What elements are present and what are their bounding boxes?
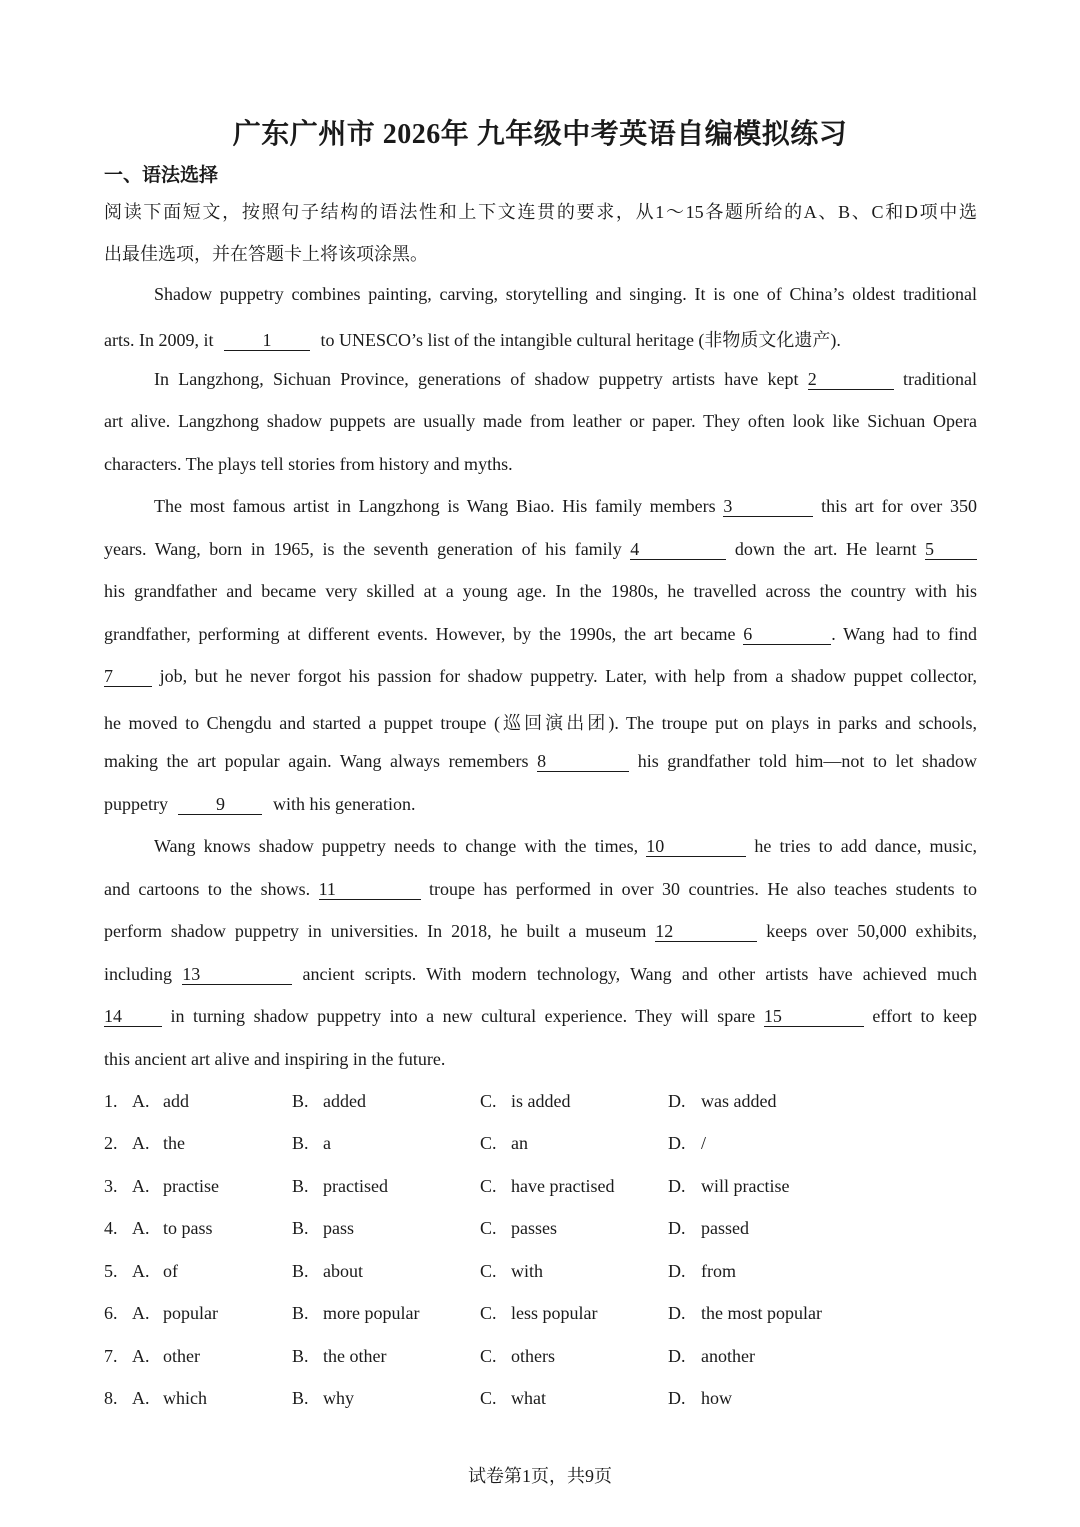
option-letter: A. — [132, 1176, 150, 1196]
passage-line: including 13 ancient scripts. With modern technology, Wang and other artists have achieved much — [104, 964, 977, 984]
blank-13: 13 — [182, 964, 292, 985]
option-text: to pass — [163, 1218, 213, 1238]
question-row — [104, 1091, 977, 1117]
option-text: was added — [701, 1091, 777, 1111]
question-number: 4. — [104, 1218, 118, 1238]
option-letter: C. — [480, 1303, 497, 1323]
option-letter: C. — [480, 1091, 497, 1111]
question-number: 3. — [104, 1176, 118, 1196]
instruction-line: 阅读下面短文，按照句子结构的语法性和上下文连贯的要求，从1～15各题所给的A、B、C和D项中选 — [104, 202, 977, 222]
option-letter: B. — [292, 1218, 309, 1238]
option-text: passes — [511, 1218, 557, 1238]
passage-line: characters. The plays tell stories from history and myths. — [104, 454, 513, 474]
question-number: 8. — [104, 1388, 118, 1408]
option-letter: A. — [132, 1303, 150, 1323]
question-number: 5. — [104, 1261, 118, 1281]
option-text: add — [163, 1091, 189, 1111]
passage-line: he moved to Chengdu and started a puppet troupe (巡回演出团). The troupe put on plays in parks and schools, — [104, 713, 977, 733]
question-row — [104, 1261, 977, 1287]
option-text: pass — [323, 1218, 354, 1238]
option-letter: C. — [480, 1346, 497, 1366]
option-letter: A. — [132, 1091, 150, 1111]
option-text: an — [511, 1133, 528, 1153]
option-text: the other — [323, 1346, 387, 1366]
option-text: from — [701, 1261, 736, 1281]
instruction-line: 出最佳选项，并在答题卡上将该项涂黑。 — [104, 244, 428, 264]
blank-15: 15 — [764, 1006, 864, 1027]
question-row — [104, 1176, 977, 1202]
passage-line: The most famous artist in Langzhong is Wang Biao. His family members 3 this art for over 350 — [154, 496, 978, 516]
question-number: 6. — [104, 1303, 118, 1323]
passage-line: 14 in turning shadow puppetry into a new cultural experience. They will spare 15 effort to keep — [104, 1006, 978, 1026]
blank-10: 10 — [646, 836, 746, 857]
option-text: how — [701, 1388, 732, 1408]
option-text: will practise — [701, 1176, 790, 1196]
option-text: practised — [323, 1176, 388, 1196]
blank-11: 11 — [319, 879, 421, 900]
passage-line: his grandfather and became very skilled at a young age. In the 1980s, he travelled across the country with his — [104, 581, 977, 601]
option-text: added — [323, 1091, 366, 1111]
option-text: have practised — [511, 1176, 615, 1196]
question-row — [104, 1388, 977, 1414]
option-letter: A. — [132, 1218, 150, 1238]
question-number: 2. — [104, 1133, 118, 1153]
option-text: others — [511, 1346, 555, 1366]
question-row — [104, 1133, 977, 1159]
blank-7: 7 — [104, 666, 152, 687]
passage-line: 7 job, but he never forgot his passion for shadow puppetry. Later, with help from a shadow puppet collector, — [104, 666, 977, 686]
blank-14: 14 — [104, 1006, 162, 1027]
option-letter: D. — [668, 1091, 686, 1111]
blank-9: 9 — [178, 794, 262, 815]
section-heading: 一、语法选择 — [104, 165, 219, 186]
option-letter: B. — [292, 1303, 309, 1323]
option-text: about — [323, 1261, 363, 1281]
option-text: of — [163, 1261, 178, 1281]
option-letter: A. — [132, 1261, 150, 1281]
passage-line: Wang knows shadow puppetry needs to change with the times, 10 he tries to add dance, music, — [154, 836, 978, 856]
passage-line: perform shadow puppetry in universities. In 2018, he built a museum 12 keeps over 50,000 exhibits, — [104, 921, 978, 941]
option-text: is added — [511, 1091, 571, 1111]
page-footer: 试卷第1页，共9页 — [468, 1466, 612, 1486]
option-letter: D. — [668, 1303, 686, 1323]
passage-line: art alive. Langzhong shadow puppets are usually made from leather or paper. They often look like Sichuan Opera — [104, 411, 977, 431]
option-letter: A. — [132, 1133, 150, 1153]
option-letter: D. — [668, 1218, 686, 1238]
question-number: 1. — [104, 1091, 118, 1111]
option-text: why — [323, 1388, 354, 1408]
blank-8: 8 — [537, 751, 629, 772]
option-text: which — [163, 1388, 207, 1408]
option-letter: C. — [480, 1218, 497, 1238]
option-letter: D. — [668, 1261, 686, 1281]
option-letter: A. — [132, 1388, 150, 1408]
option-text: less popular — [511, 1303, 598, 1323]
option-letter: B. — [292, 1261, 309, 1281]
option-letter: D. — [668, 1133, 686, 1153]
blank-3: 3 — [723, 496, 813, 517]
option-text: popular — [163, 1303, 218, 1323]
option-text: other — [163, 1346, 200, 1366]
blank-12: 12 — [655, 921, 757, 942]
passage-line: puppetry 9 with his generation. — [104, 794, 416, 814]
option-letter: C. — [480, 1176, 497, 1196]
option-text: another — [701, 1346, 755, 1366]
option-letter: D. — [668, 1388, 686, 1408]
passage-line: arts. In 2009, it 1 to UNESCO’s list of the intangible cultural heritage (非物质文化遗产). — [104, 330, 841, 350]
passage-line: years. Wang, born in 1965, is the seventh generation of his family 4 down the art. He learnt 5 — [104, 539, 977, 560]
question-row — [104, 1218, 977, 1244]
option-letter: B. — [292, 1133, 309, 1153]
blank-1: 1 — [224, 330, 310, 351]
blank-2: 2 — [808, 369, 894, 390]
option-text: with — [511, 1261, 544, 1281]
blank-6: 6 — [743, 624, 831, 645]
option-text: practise — [163, 1176, 219, 1196]
option-text: the most popular — [701, 1303, 822, 1323]
passage-line: this ancient art alive and inspiring in the future. — [104, 1049, 446, 1069]
passage-line: grandfather, performing at different events. However, by the 1990s, the art became 6 . Wang had to find — [104, 624, 978, 644]
question-number: 7. — [104, 1346, 118, 1366]
option-letter: A. — [132, 1346, 150, 1366]
blank-5: 5 — [925, 539, 977, 560]
passage-line: Shadow puppetry combines painting, carving, storytelling and singing. It is one of China’s oldest traditional — [154, 284, 977, 304]
option-letter: D. — [668, 1176, 686, 1196]
option-text: the — [163, 1133, 185, 1153]
option-letter: B. — [292, 1388, 309, 1408]
option-letter: B. — [292, 1091, 309, 1111]
question-row — [104, 1303, 977, 1329]
option-letter: B. — [292, 1176, 309, 1196]
option-letter: C. — [480, 1133, 497, 1153]
blank-4: 4 — [630, 539, 726, 560]
option-letter: C. — [480, 1261, 497, 1281]
question-row — [104, 1346, 977, 1372]
option-letter: B. — [292, 1346, 309, 1366]
option-text: more popular — [323, 1303, 420, 1323]
passage-line: making the art popular again. Wang always remembers 8 his grandfather told him—not to let shadow — [104, 751, 978, 771]
page-title: 广东广州市 2026年 九年级中考英语自编模拟练习 — [232, 119, 848, 150]
option-letter: D. — [668, 1346, 686, 1366]
option-text: / — [701, 1133, 707, 1153]
passage-line: In Langzhong, Sichuan Province, generations of shadow puppetry artists have kept 2 traditional — [154, 369, 977, 389]
passage-line: and cartoons to the shows. 11 troupe has performed in over 30 countries. He also teaches students to — [104, 879, 977, 899]
option-text: what — [511, 1388, 546, 1408]
option-text: a — [323, 1133, 331, 1153]
option-letter: C. — [480, 1388, 497, 1408]
option-text: passed — [701, 1218, 749, 1238]
